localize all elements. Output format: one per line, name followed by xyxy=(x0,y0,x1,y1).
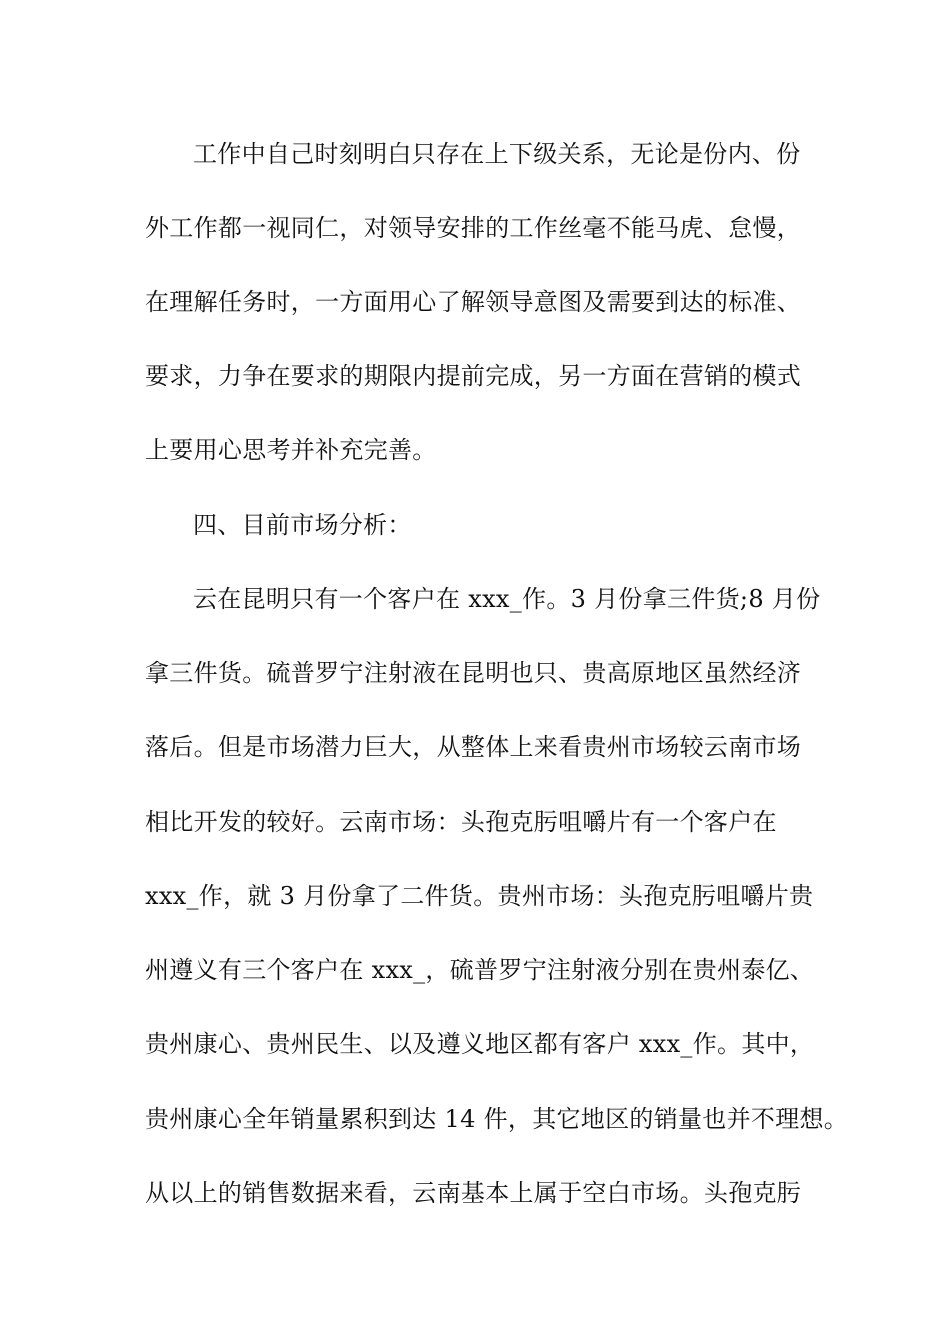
paragraph-line: 在理解任务时，一方面用心了解领导意图及需要到达的标准、 xyxy=(145,288,802,316)
paragraph-line: 要求，力争在要求的期限内提前完成，另一方面在营销的模式 xyxy=(145,362,802,390)
paragraph-line: xxx_作，就 3 月份拿了二件货。贵州市场：头孢克肟咀嚼片贵 xyxy=(145,882,814,910)
paragraph-line: 落后。但是市场潜力巨大，从整体上来看贵州市场较云南市场 xyxy=(145,733,802,761)
paragraph-line: 外工作都一视同仁，对领导安排的工作丝毫不能马虎、怠慢， xyxy=(145,214,802,242)
paragraph-line: 拿三件货。硫普罗宁注射液在昆明也只、贵高原地区虽然经济 xyxy=(145,659,802,687)
paragraph-line: 云在昆明只有一个客户在 xxx_作。3 月份拿三件货;8 月份 xyxy=(193,585,821,613)
paragraph-line: 州遵义有三个客户在 xxx_，硫普罗宁注射液分别在贵州泰亿、 xyxy=(145,956,815,984)
paragraph-line: 从以上的销售数据来看，云南基本上属于空白市场。头孢克肟 xyxy=(145,1179,802,1207)
paragraph-line: 工作中自己时刻明白只存在上下级关系，无论是份内、份 xyxy=(193,140,801,168)
section-heading: 四、目前市场分析： xyxy=(193,511,412,539)
paragraph-line: 贵州康心、贵州民生、以及遵义地区都有客户 xxx_作。其中， xyxy=(145,1030,815,1058)
paragraph-line: 贵州康心全年销量累积到达 14 件，其它地区的销量也并不理想。 xyxy=(145,1105,849,1133)
paragraph-line: 上要用心思考并补充完善。 xyxy=(145,436,437,464)
paragraph-line: 相比开发的较好。云南市场：头孢克肟咀嚼片有一个客户在 xyxy=(145,808,777,836)
